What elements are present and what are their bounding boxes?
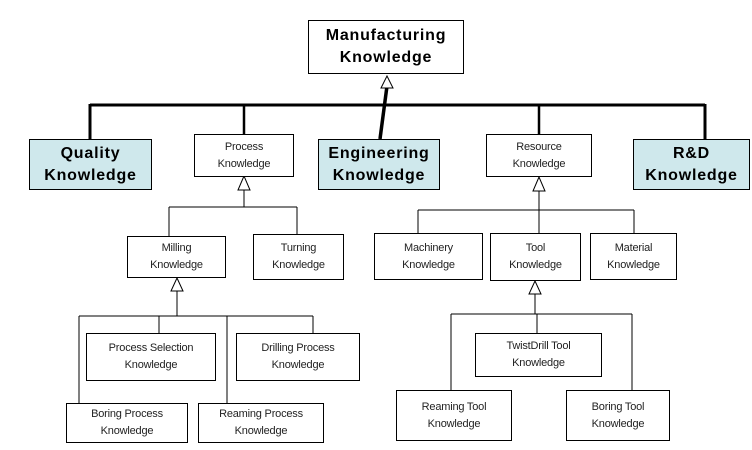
drilling-process-knowledge-node: Drilling Process Knowledge bbox=[236, 333, 360, 381]
boring-process-knowledge-node: Boring Process Knowledge bbox=[66, 403, 188, 443]
process-selection-knowledge-node: Process Selection Knowledge bbox=[86, 333, 216, 381]
tool-arrowhead bbox=[529, 281, 541, 294]
rnd-knowledge-node: R&D Knowledge bbox=[633, 139, 750, 190]
reaming-process-knowledge-node: Reaming Process Knowledge bbox=[198, 403, 324, 443]
turning-knowledge-node: Turning Knowledge bbox=[253, 234, 344, 280]
process-knowledge-node: Process Knowledge bbox=[194, 134, 294, 177]
milling-knowledge-node: Milling Knowledge bbox=[127, 236, 226, 278]
process-arrowhead bbox=[238, 176, 250, 190]
boring-tool-knowledge-node: Boring Tool Knowledge bbox=[566, 390, 670, 441]
milling-arrowhead bbox=[171, 278, 183, 291]
twistdrill-tool-knowledge-node: TwistDrill Tool Knowledge bbox=[475, 333, 602, 377]
resource-arrowhead bbox=[533, 177, 545, 191]
reaming-tool-knowledge-node: Reaming Tool Knowledge bbox=[396, 390, 512, 441]
resource-knowledge-node: Resource Knowledge bbox=[486, 134, 592, 177]
material-knowledge-node: Material Knowledge bbox=[590, 233, 677, 280]
manufacturing-knowledge-node: Manufacturing Knowledge bbox=[308, 20, 464, 74]
quality-knowledge-node: Quality Knowledge bbox=[29, 139, 152, 190]
machinery-knowledge-node: Machinery Knowledge bbox=[374, 233, 483, 280]
tool-knowledge-node: Tool Knowledge bbox=[490, 233, 581, 281]
root-arrowhead bbox=[381, 76, 393, 88]
engineering-knowledge-node: Engineering Knowledge bbox=[318, 139, 440, 190]
connector-engineering bbox=[380, 86, 387, 139]
